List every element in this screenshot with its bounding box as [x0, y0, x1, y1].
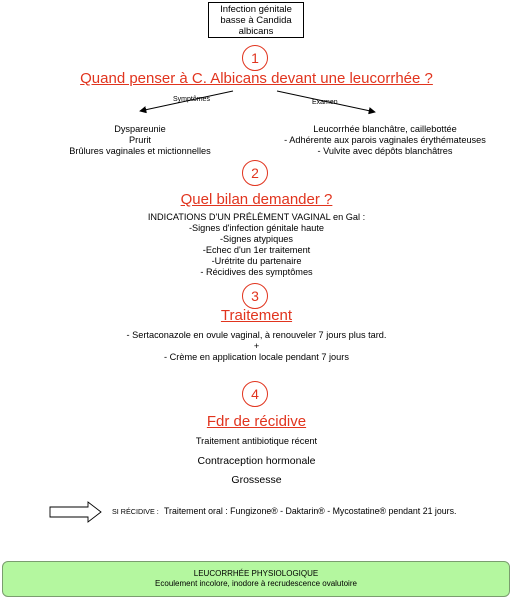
step-2-number: 2: [242, 160, 268, 186]
exam-item: Leucorrhée blanchâtre, caillebottée: [313, 124, 457, 134]
step-1-heading-text: Quand penser à C. Albicans devant une leucorrhée ?: [80, 70, 433, 87]
bilan-item: -Echec d'un 1er traitement: [202, 245, 311, 255]
treatment-line-1: - Sertaconazole en ovule vaginal, à renouveler 7 jours plus tard.: [126, 330, 387, 340]
risk-item: Grossesse: [231, 474, 282, 486]
bilan-item: -Signes d'infection génitale haute: [188, 223, 325, 233]
symptom-item: Prurit: [129, 135, 151, 145]
recidive-text: Traitement oral : Fungizone® - Daktarin® - Mycostatine® pendant 21 jours.: [164, 506, 457, 516]
bilan-item: -Urétrite du partenaire: [211, 256, 302, 266]
treatment-block: [60, 330, 453, 363]
title-text: Infection génitale basse à Candida albicans: [220, 3, 292, 37]
bilan-item: - Récidives des symptômes: [200, 267, 313, 277]
risk-item: Contraception hormonale: [197, 455, 316, 467]
exam-item: - Vulvite avec dépôts blanchâtres: [317, 146, 453, 156]
risk-item: Traitement antibiotique récent: [195, 436, 318, 446]
exam-label: Examen: [312, 99, 338, 106]
symptom-item: Brûlures vaginales et mictionnelles: [69, 146, 211, 156]
footer-subtitle: Ecoulement incolore, inodore à recrudescence ovalutoire: [155, 579, 357, 588]
symptom-item: Dyspareunie: [114, 124, 166, 134]
treatment-plus: +: [253, 341, 260, 351]
bilan-list: [80, 212, 433, 278]
symptoms-label: Symptômes: [173, 96, 210, 103]
symptoms-list: [30, 124, 250, 157]
footer-title: LEUCORRHÉE PHYSIOLOGIQUE: [193, 569, 319, 578]
step-3-heading: [0, 307, 513, 324]
bilan-intro: INDICATIONS D'UN PRÉLÈMENT VAGINAL en Gal :: [147, 212, 366, 222]
bilan-item: -Signes atypiques: [219, 234, 294, 244]
step-4-heading-text: Fdr de récidive: [206, 413, 307, 430]
step-4-heading: [0, 413, 513, 430]
step-3-heading-text: Traitement: [220, 307, 293, 324]
exam-item: - Adhérente aux parois vaginales érythémateuses: [284, 135, 486, 145]
recidive-label: SI RÉCIDIVE :: [112, 507, 159, 516]
step-4-number: 4: [242, 381, 268, 407]
step-3-number: 3: [242, 283, 268, 309]
step-2-heading-text: Quel bilan demander ?: [180, 191, 333, 208]
footer-box: [2, 561, 510, 597]
exam-list: [260, 124, 510, 157]
treatment-line-2: - Crème en application locale pendant 7 jours: [164, 352, 349, 362]
step-1-number: 1: [242, 45, 268, 71]
step-2-heading: [0, 191, 513, 208]
recidive-arrow-shape: [50, 502, 101, 522]
